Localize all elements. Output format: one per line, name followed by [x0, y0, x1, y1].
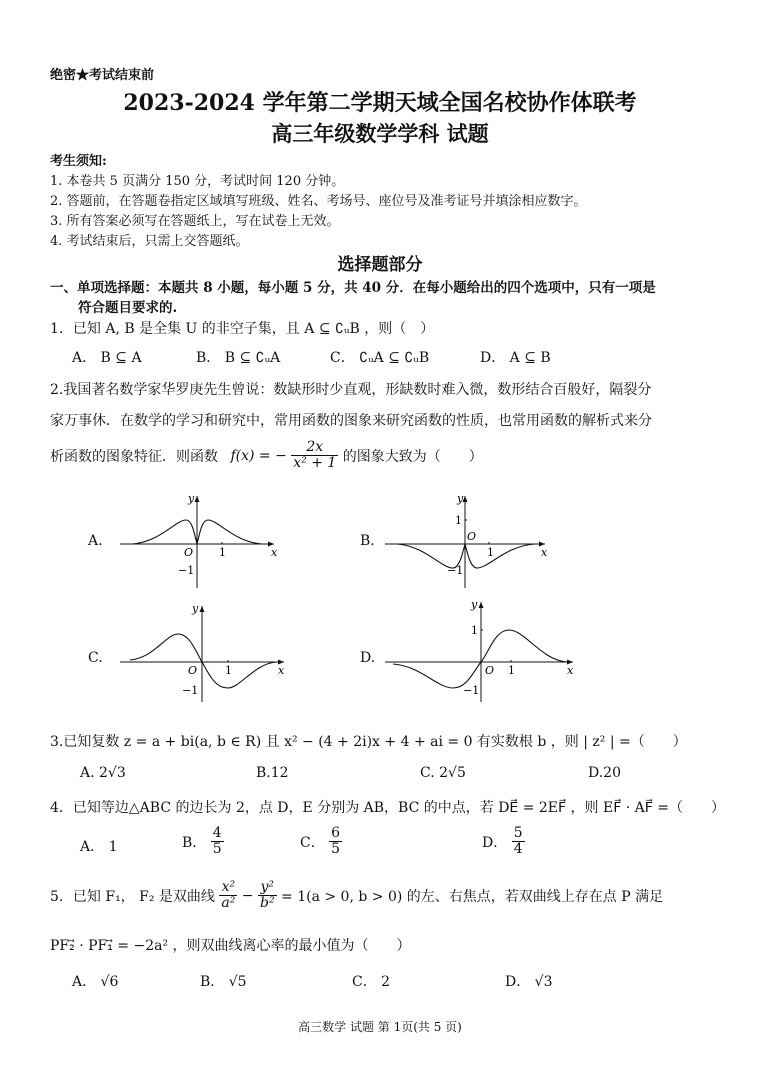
neg-one-label: −1 [463, 684, 480, 697]
y-label: y [457, 492, 464, 505]
y-label: y [192, 602, 199, 615]
q5-line2: PF₂⃗ · PF₁⃗ = −2a² ，则双曲线离心率的最小值为（ ） [50, 938, 411, 954]
q5-option-d: D． √3 [505, 974, 553, 990]
q1-option-c: C． ∁ᵤA ⊆ ∁ᵤB [330, 350, 430, 366]
x-label: x [541, 546, 548, 559]
pos-one-label: 1 [471, 624, 478, 637]
q2-line1: 2.我国著名数学家华罗庚先生曾说：数缺形时少直观，形缺数时难入微，数形结合百般好，隔裂分 [50, 382, 652, 398]
q2-option-d-label: D. [360, 650, 376, 666]
section-title: 选择题部分 [337, 255, 423, 275]
q4-option-b-num: 4 [212, 825, 222, 841]
pos-one-label: 1 [455, 514, 462, 527]
q2-graph-a [120, 492, 280, 588]
q3-option-c: C. 2√5 [420, 765, 466, 781]
q4-option-c [300, 826, 342, 858]
q1-option-b: B． B ⊆ ∁ᵤA [196, 350, 281, 366]
q5-option-b: B． √5 [200, 974, 247, 990]
q4-option-c-den: 5 [331, 841, 341, 858]
x-label: x [567, 664, 574, 677]
origin-label: O [188, 664, 198, 677]
x-label: x [271, 546, 278, 559]
q3-option-d: D.20 [588, 765, 621, 781]
q5-den2: b² [259, 895, 275, 912]
exam-subtitle: 高三年级数学学科 试题 [271, 121, 489, 146]
notice-item-1: 1. 本卷共 5 页满分 150 分，考试时间 120 分钟。 [50, 174, 345, 189]
q4-option-c-label: C． [300, 834, 325, 851]
q5-pre: 5．已知 F₁， F₂ 是双曲线 [50, 888, 215, 905]
q2-line3 [50, 440, 483, 472]
part1-instruction-cont: 符合题目要求的. [78, 300, 178, 316]
q5-option-a: A． √6 [72, 974, 119, 990]
q4-option-c-num: 6 [331, 825, 341, 841]
q2-func-num: 2x [291, 440, 338, 456]
q2-graph-d [385, 598, 580, 702]
q2-option-b-label: B. [360, 533, 375, 549]
q2-option-c-label: C. [88, 650, 103, 666]
q4-option-d [482, 826, 525, 858]
exam-title: 2023-2024 学年第二学期天域全国名校协作体联考 [123, 90, 637, 116]
one-label: 1 [225, 664, 232, 677]
y-label: y [471, 598, 478, 611]
q5-num1: x² [219, 880, 237, 896]
q5-minus: − [241, 887, 254, 904]
q5-post: = 1(a > 0, b > 0) 的左、右焦点，若双曲线上存在点 P 满足 [281, 888, 664, 905]
q4-option-a-label: A． [80, 839, 105, 855]
q2-func-den: x² + 1 [293, 455, 337, 472]
q2-graph-b [385, 492, 550, 588]
q1-option-d: D． A ⊆ B [480, 350, 551, 366]
origin-label: O [184, 546, 194, 559]
q2-func-lhs: f(x) = − [230, 447, 287, 464]
neg-one-label: −1 [182, 684, 199, 697]
q4-option-b-label: B． [182, 834, 207, 851]
q5-num2: y² [258, 880, 277, 896]
q4-option-a [80, 836, 118, 856]
neg-one-label: −1 [447, 564, 464, 577]
one-label: 1 [219, 546, 226, 559]
q3-option-b: B.12 [256, 765, 289, 781]
y-label: y [188, 492, 195, 505]
y-axis-arrow [195, 496, 200, 502]
q4-stem: 4．已知等边△ABC 的边长为 2，点 D，E 分别为 AB，BC 的中点，若 DE⃗ = 2EF⃗ ，则 EF⃗ · AF⃗ =（ ） [50, 800, 725, 816]
q4-option-a-value: 1 [108, 839, 118, 855]
y-axis-arrow [479, 602, 484, 608]
q3-option-a: A. 2√3 [80, 765, 126, 781]
neg-one-label: −1 [178, 564, 195, 577]
y-axis-arrow [463, 496, 468, 502]
y-axis-arrow [200, 606, 205, 612]
q2-option-a-label: A. [88, 533, 103, 549]
one-label: 1 [487, 546, 494, 559]
curve-b [397, 544, 535, 568]
q1-option-a: A． B ⊆ A [72, 350, 142, 366]
q2-func-fraction [291, 440, 338, 472]
q5-den1: a² [221, 895, 236, 912]
origin-label: O [467, 530, 477, 543]
page-footer: 高三数学 试题 第 1页(共 5 页) [298, 1020, 462, 1034]
one-label: 1 [508, 664, 515, 677]
q5-stem [50, 880, 663, 912]
q3-stem: 3.已知复数 z = a + bi(a, b ∈ R) 且 x² − (4 + 2i)x + 4 + ai = 0 有实数根 b ，则 | z² | =（ ） [50, 734, 687, 750]
curve-c [130, 634, 276, 688]
notice-item-3: 3. 所有答案必须写在答题纸上，写在试卷上无效。 [50, 214, 340, 229]
q2-graph-c [120, 602, 290, 702]
q2-line2: 家万事休．在数学的学习和研究中，常用函数的图象来研究函数的性质，也常用函数的解析式来分 [50, 413, 652, 429]
origin-label: O [485, 664, 495, 677]
q1-stem: 1．已知 A, B 是全集 U 的非空子集，且 A ⊆ ∁ᵤB ，则（ ） [50, 321, 435, 337]
notice-heading: 考生须知: [50, 154, 107, 169]
q4-option-d-num: 5 [513, 825, 523, 841]
x-label: x [278, 664, 285, 677]
curve-d [393, 630, 567, 688]
secret-label: 绝密★考试结束前 [50, 68, 155, 83]
q4-option-b-den: 5 [212, 841, 222, 858]
q2-line3-pre: 析函数的图象特征．则函数 [50, 448, 218, 465]
notice-item-4: 4. 考试结束后，只需上交答题纸。 [50, 234, 249, 249]
q5-option-c: C． 2 [352, 974, 391, 990]
q2-line3-post: 的图象大致为（ ） [342, 448, 483, 465]
q4-option-d-den: 4 [513, 841, 523, 858]
part1-instruction: 一、单项选择题：本题共 8 小题，每小题 5 分，共 40 分．在每小题给出的四个选项中，只有一项是 [50, 280, 656, 296]
notice-item-2: 2. 答题前，在答题卷指定区域填写班级、姓名、考场号、座位号及准考证号并填涂相应数字。 [50, 194, 587, 209]
q4-option-b [182, 826, 224, 858]
q4-option-d-label: D． [482, 834, 508, 851]
